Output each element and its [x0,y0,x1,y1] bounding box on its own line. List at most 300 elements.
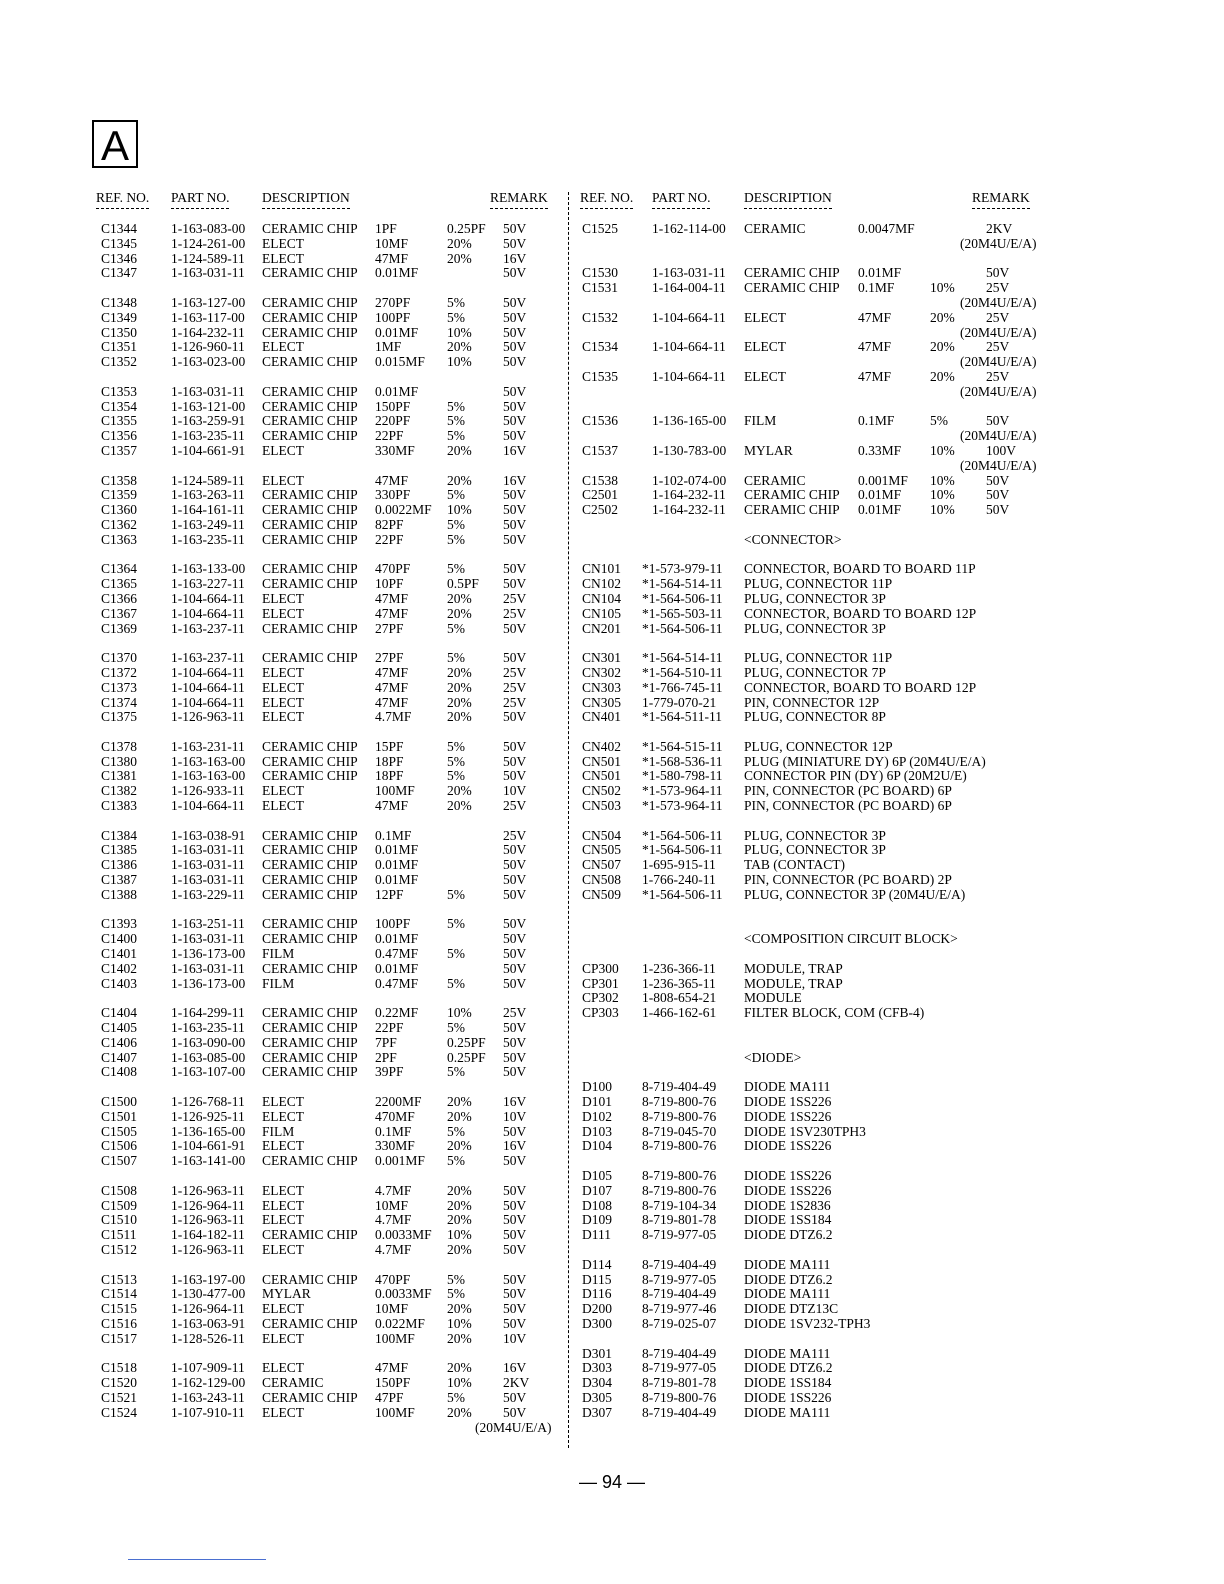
remark: 50V [503,531,527,547]
tolerance: 5% [447,886,465,902]
part-no: 1-163-237-11 [171,650,245,666]
part-no: 8-719-045-70 [642,1123,717,1139]
ref-no: C1509 [101,1197,138,1213]
value: 0.0047MF [858,221,915,236]
description: DIODE 1SS226 [744,1182,832,1198]
description: CERAMIC CHIP [262,931,358,947]
ref-no: C1518 [101,1360,138,1376]
parts-row [0,1051,1224,1066]
parts-row [0,622,1224,637]
parts-row [0,829,1224,844]
tolerance: 10% [447,324,472,340]
section-heading: <DIODE> [744,1049,802,1065]
parts-row [0,710,1224,725]
remark: 50V [503,1034,527,1050]
remark: 50V [503,1241,527,1257]
ref-no: C1372 [101,664,138,680]
tolerance: 5% [447,1286,465,1302]
remark: 50V [503,1227,527,1243]
part-no: 8-719-977-05 [642,1360,717,1376]
ref-no: C1405 [101,1020,138,1036]
tolerance: 5% [447,768,465,784]
value: 15PF [375,738,404,754]
part-no: 1-104-664-11 [171,679,245,695]
value: 0.01MF [375,265,419,281]
description: CERAMIC CHIP [262,1315,358,1331]
ref-no: C1365 [101,576,138,592]
row-gap [0,725,1224,740]
part-no: 8-719-800-76 [642,1094,717,1110]
right-parts-list [0,222,1224,1421]
section-heading: <COMPOSITION CIRCUIT BLOCK> [744,931,958,947]
ref-no: C1351 [101,339,138,355]
value: 4.7MF [375,1241,412,1257]
tolerance: 20% [447,1404,472,1420]
tolerance: 10% [930,280,955,296]
description: PLUG, CONNECTOR 3P [744,620,886,636]
parts-row [0,784,1224,799]
value: 0.47MF [375,975,419,991]
tolerance: 5% [447,1020,465,1036]
description: CERAMIC CHIP [262,531,358,547]
remark: 50V [503,960,527,976]
ref-no: D301 [582,1345,612,1361]
row-gap [0,1021,1224,1036]
ref-no: CN303 [582,679,622,695]
value: 100MF [375,1330,415,1346]
parts-row [0,755,1224,770]
remark: 50V [986,502,1010,518]
description: DIODE DTZ6.2 [744,1227,833,1243]
part-no: 1-126-964-11 [171,1197,245,1213]
tolerance: 10% [930,502,955,518]
part-no: 1-163-231-11 [171,738,245,754]
remark: 50V [986,487,1010,503]
page-number: — 94 — [578,1472,646,1492]
value: 0.47MF [375,946,419,962]
ref-no: C1507 [101,1153,138,1169]
ref-no: C1381 [101,768,138,784]
description: PIN, CONNECTOR (PC BOARD) 6P [744,798,952,814]
part-no: 1-766-240-11 [642,872,716,888]
description: CERAMIC CHIP [744,502,840,518]
parts-row [0,873,1224,888]
part-no: 1-130-477-00 [171,1286,246,1302]
tolerance: 10% [930,487,955,503]
parts-row [0,1199,1224,1214]
parts-row [0,503,1224,518]
part-no: 1-124-589-11 [171,250,245,266]
ref-no: CN501 [582,753,622,769]
value: 47MF [858,339,892,355]
description: ELECT [262,1108,304,1124]
part-no: *1-766-745-11 [642,679,723,695]
part-no: 1-163-235-11 [171,1020,245,1036]
value: 0.22MF [375,1005,419,1021]
description: ELECT [262,1197,304,1213]
remark: 50V [503,1182,527,1198]
part-no: 1-162-114-00 [652,221,726,236]
value: 47PF [375,1389,404,1405]
row-gap [0,903,1224,918]
remark: 50V [503,842,527,858]
ref-no: D305 [582,1389,612,1405]
description: ELECT [262,1094,304,1110]
header-part-no: PART NO. [652,190,710,209]
part-no: *1-564-506-11 [642,620,723,636]
part-no: 1-163-031-11 [171,872,245,888]
tolerance: 20% [447,1301,472,1317]
remark: 50V [503,354,527,370]
part-no: 1-163-197-00 [171,1271,246,1287]
part-no: *1-564-506-11 [642,886,723,902]
description: DIODE MA111 [744,1286,831,1302]
ref-no: D100 [582,1079,612,1095]
part-no: 8-719-404-49 [642,1404,717,1420]
part-no: 1-124-589-11 [171,472,245,488]
remark: 50V [986,413,1010,429]
description: CERAMIC CHIP [262,1005,358,1021]
remark: 50V [503,1404,527,1420]
tolerance: 5% [447,294,465,310]
remark-note-text: (20M4U/E/A) [475,1419,552,1435]
description: CERAMIC CHIP [262,1227,358,1243]
parts-row [0,1376,1224,1391]
parts-row [0,562,1224,577]
tolerance: 10% [447,1375,472,1391]
description: DIODE DTZ13C [744,1301,839,1317]
tolerance: 5% [447,738,465,754]
description: DIODE 1SS226 [744,1168,832,1183]
value: 0.001MF [858,472,908,488]
part-no: 1-163-117-00 [171,309,245,325]
description: ELECT [262,250,304,266]
ref-no: C1513 [101,1271,138,1287]
remark: 50V [986,265,1010,281]
description: DIODE MA111 [744,1345,831,1361]
remark: 25V [986,280,1010,296]
tolerance: 20% [447,1197,472,1213]
value: 47MF [375,605,409,621]
remark-note-text: (20M4U/E/A) [960,457,1037,473]
tolerance: 20% [930,339,955,355]
description: DIODE 1S2836 [744,1197,831,1213]
parts-row [0,488,1224,503]
tolerance: 5% [447,753,465,769]
remark: 16V [503,1138,527,1154]
parts-row [0,932,1224,947]
tolerance: 10% [447,354,472,370]
part-no: 1-163-251-11 [171,916,245,932]
parts-row [0,1184,1224,1199]
description: ELECT [744,368,786,384]
tolerance: 20% [930,309,955,325]
value: 27PF [375,650,404,666]
value: 0.01MF [375,842,419,858]
part-no: 1-126-963-11 [171,1182,245,1198]
part-no: 1-126-964-11 [171,1301,245,1317]
remark: 50V [503,561,527,577]
ref-no: D115 [582,1271,612,1287]
ref-no: CN502 [582,783,622,799]
ref-no: CN105 [582,605,622,621]
ref-no: C1382 [101,783,138,799]
description: DIODE MA111 [744,1079,831,1095]
remark: 50V [503,620,527,636]
tolerance: 20% [447,798,472,814]
section-heading: <CONNECTOR> [744,531,842,547]
part-no: 1-104-664-11 [171,694,245,710]
part-no: 1-163-031-11 [171,931,245,947]
ref-no: C1346 [101,250,138,266]
part-no: 1-779-070-21 [642,694,717,710]
remark: 50V [503,1064,527,1080]
parts-row [0,607,1224,622]
part-no: 1-163-229-11 [171,886,245,902]
remark: 50V [503,516,527,532]
tolerance: 5% [447,516,465,532]
parts-row [0,429,1224,444]
ref-no: C1364 [101,561,138,577]
remark: 16V [503,1094,527,1110]
part-no: *1-568-536-11 [642,753,723,769]
header-description: DESCRIPTION [262,190,350,209]
ref-no: C1354 [101,398,138,414]
part-no: 8-719-404-49 [642,1345,717,1361]
ref-no: C1373 [101,679,138,695]
ref-no: C1350 [101,324,138,340]
part-no: 1-136-165-00 [171,1123,246,1139]
ref-no: C1520 [101,1375,138,1391]
value: 150PF [375,398,411,414]
ref-no: D104 [582,1138,612,1154]
description: ELECT [262,694,304,710]
remark: 50V [503,1020,527,1036]
parts-row [0,326,1224,341]
part-no: 1-104-661-91 [171,442,246,458]
description: CERAMIC CHIP [262,487,358,503]
part-no: 1-163-235-11 [171,531,245,547]
description: CERAMIC CHIP [262,886,358,902]
remark: 25V [986,309,1010,325]
value: 2200MF [375,1094,422,1110]
description: PIN, CONNECTOR (PC BOARD) 6P [744,783,952,799]
ref-no: C1388 [101,886,138,902]
description: CERAMIC CHIP [262,768,358,784]
description: CERAMIC CHIP [262,398,358,414]
ref-no: C1348 [101,294,138,310]
description: CERAMIC CHIP [262,1049,358,1065]
value: 0.022MF [375,1315,425,1331]
value: 47MF [375,664,409,680]
parts-row [0,1361,1224,1376]
parts-row [0,414,1224,429]
value: 7PF [375,1034,397,1050]
part-no: 8-719-404-49 [642,1079,717,1095]
part-no: 1-126-925-11 [171,1108,245,1124]
value: 0.1MF [858,280,895,296]
remark: 50V [503,1315,527,1331]
part-no: 1-466-162-61 [642,1005,717,1021]
header-ref-no: REF. NO. [96,190,149,209]
parts-row [0,237,1224,252]
ref-no: C1508 [101,1182,138,1198]
part-no: 1-104-664-11 [652,368,726,384]
value: 0.01MF [375,857,419,873]
remark: 50V [503,383,527,399]
parts-row [0,1258,1224,1273]
ref-no: C1402 [101,960,138,976]
description: ELECT [262,783,304,799]
remark: 25V [503,605,527,621]
tolerance: 5% [447,1123,465,1139]
parts-row [0,1228,1224,1243]
ref-no: C1366 [101,590,138,606]
part-no: 1-163-031-11 [171,842,245,858]
parts-row [0,1287,1224,1302]
ref-no: C1406 [101,1034,138,1050]
part-no: 8-719-104-34 [642,1197,717,1213]
value: 330PF [375,487,411,503]
ref-no: CN301 [582,650,622,666]
tolerance: 20% [447,679,472,695]
row-gap [0,1243,1224,1258]
tolerance: 20% [447,1360,472,1376]
description: CERAMIC [262,1375,324,1391]
ref-no: C1356 [101,428,138,444]
description: ELECT [262,605,304,621]
tolerance: 5% [447,1271,465,1287]
description: DIODE MA111 [744,1404,831,1420]
value: 0.0033MF [375,1227,432,1243]
ref-no: C1375 [101,709,138,725]
description: CERAMIC CHIP [744,280,840,296]
parts-row [0,340,1224,355]
parts-row [0,370,1224,385]
remark: 50V [503,265,527,281]
remark: 50V [503,309,527,325]
part-no: 1-163-141-00 [171,1153,246,1169]
description: DIODE 1SS226 [744,1138,832,1154]
tolerance: 20% [447,1094,472,1110]
tolerance: 10% [447,502,472,518]
value: 0.01MF [858,502,902,518]
remark: 50V [503,576,527,592]
ref-no: C1515 [101,1301,138,1317]
parts-row [0,1080,1224,1095]
description: CERAMIC CHIP [262,354,358,370]
description: ELECT [262,1241,304,1257]
parts-row [0,696,1224,711]
value: 1MF [375,339,402,355]
ref-no: C1530 [582,265,619,281]
part-no: 1-107-909-11 [171,1360,245,1376]
description: CERAMIC CHIP [262,221,358,236]
tolerance: 20% [447,1330,472,1346]
tolerance: 10% [930,472,955,488]
remark: 50V [503,339,527,355]
parts-row [0,651,1224,666]
part-no: *1-565-503-11 [642,605,723,621]
tolerance: 10% [447,1227,472,1243]
tolerance: 5% [447,1064,465,1080]
part-no: *1-564-514-11 [642,650,723,666]
description: DIODE 1SV232-TPH3 [744,1315,871,1331]
part-no: 1-163-031-11 [171,960,245,976]
description: ELECT [744,309,786,325]
row-gap [0,1065,1224,1080]
part-no: 8-719-404-49 [642,1256,717,1272]
description: ELECT [262,1138,304,1154]
description: ELECT [262,1330,304,1346]
value: 470PF [375,1271,411,1287]
parts-row [0,843,1224,858]
value: 47MF [375,798,409,814]
remark: 50V [503,235,527,251]
ref-no: CP302 [582,990,619,1006]
ref-no: C1501 [101,1108,138,1124]
part-no: 8-719-800-76 [642,1108,717,1124]
parts-row [0,444,1224,459]
part-no: *1-564-506-11 [642,842,723,858]
value: 10MF [375,1301,409,1317]
part-no: 8-719-800-76 [642,1182,717,1198]
description: DIODE 1SS184 [744,1375,832,1391]
ref-no: D307 [582,1404,612,1420]
description: ELECT [744,339,786,355]
parts-row [0,385,1224,400]
ref-no: D107 [582,1182,612,1198]
description: CERAMIC CHIP [262,324,358,340]
row-gap [0,814,1224,829]
tolerance: 10% [930,442,955,458]
ref-no: C1537 [582,442,619,458]
description: PLUG, CONNECTOR 11P [744,576,893,592]
row-gap [0,400,1224,415]
description: PLUG, CONNECTOR 7P [744,664,886,680]
value: 47MF [375,694,409,710]
part-no: 8-719-800-76 [642,1138,717,1154]
parts-row [0,1169,1224,1184]
remark: 50V [503,1389,527,1405]
ref-no: C1380 [101,753,138,769]
ref-no: C1393 [101,916,138,932]
description: PLUG, CONNECTOR 11P [744,650,893,666]
ref-no: C1386 [101,857,138,873]
value: 22PF [375,428,404,444]
value: 0.01MF [858,487,902,503]
tolerance: 20% [447,442,472,458]
parts-row [0,1273,1224,1288]
description: CERAMIC [744,221,806,236]
description: ELECT [262,1301,304,1317]
tolerance: 20% [447,1212,472,1228]
remark: 50V [503,709,527,725]
ref-no: CN305 [582,694,622,710]
description: CERAMIC CHIP [262,738,358,754]
tolerance: 20% [447,709,472,725]
remark: 50V [503,1049,527,1065]
ref-no: C1385 [101,842,138,858]
tolerance: 20% [447,339,472,355]
ref-no: D200 [582,1301,612,1317]
ref-no: C1403 [101,975,138,991]
ref-no: CP301 [582,975,619,991]
ref-no: C1536 [582,413,619,429]
description: CONNECTOR, BOARD TO BOARD 12P [744,605,977,621]
ref-no: C1517 [101,1330,138,1346]
tolerance: 20% [447,1182,472,1198]
